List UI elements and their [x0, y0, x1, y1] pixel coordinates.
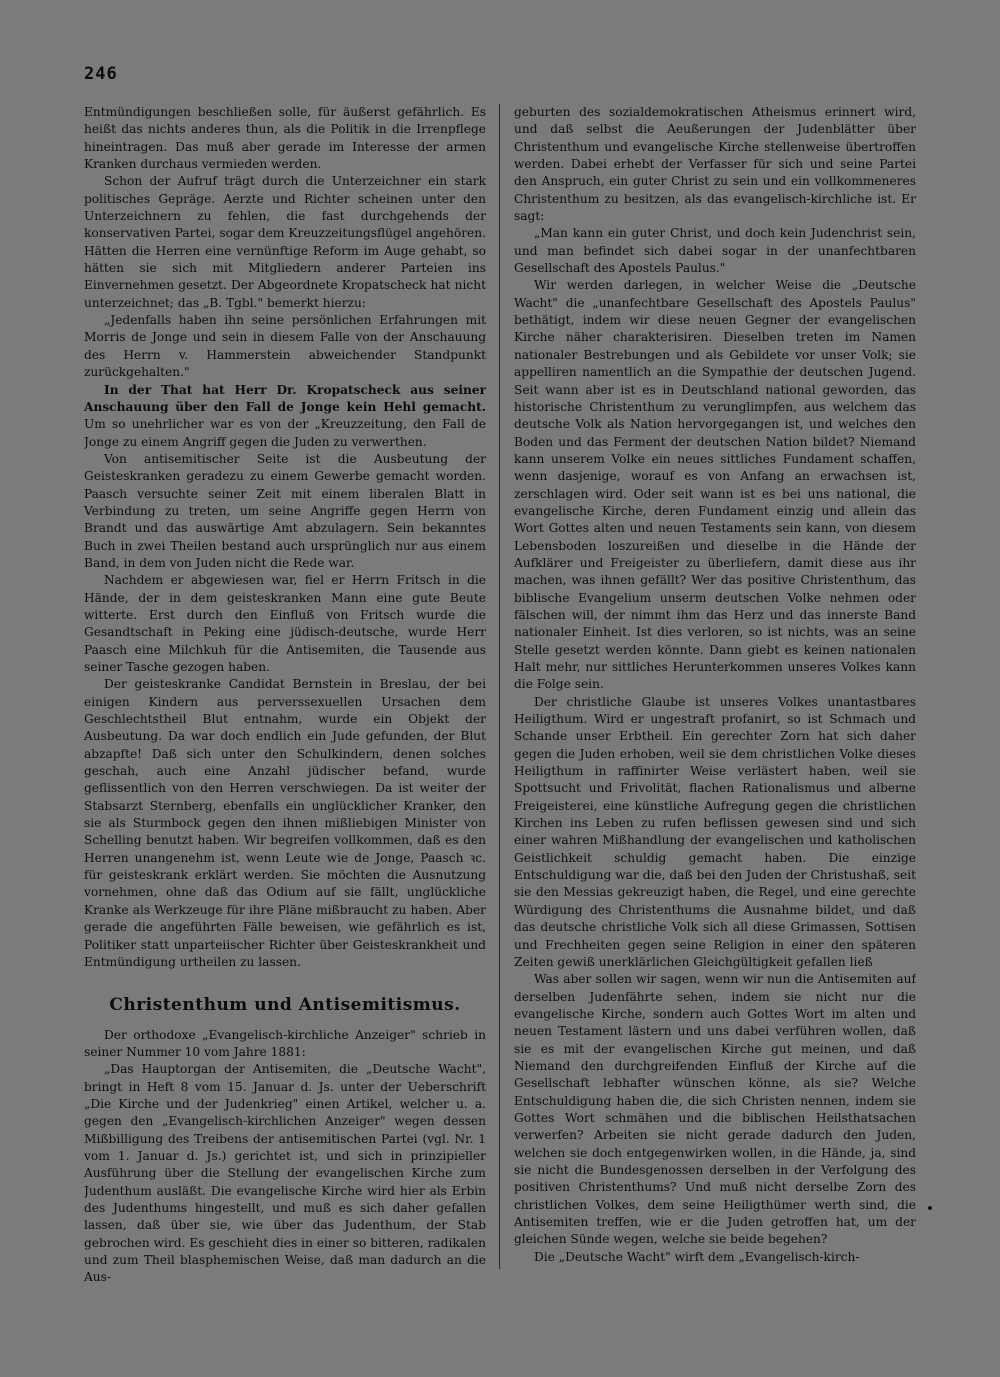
- paragraph: Der orthodoxe „Evangelisch-kirchliche Anzeiger" schrieb in seiner Nummer 10 vom Jahre 1881:: [84, 1027, 486, 1059]
- paragraph: Wir werden darlegen, in welcher Weise die „Deutsche Wacht" die „unanfechtbare Gesellschaft des Apostels Paulus" bethätigt, indem wir diese neuen Gegner der evangelischen Kirche näher charakterisiren. Dieselben treten im Namen nationaler Bestrebungen und als Gebildete vor unser Volk; sie appelliren namentlich an die Sympathie der deutschen Jugend. Seit wann aber ist es in Deutschland national geworden, das historische Christenthum zu verunglimpfen, aus welchem das deutsche Volk als Nation hervorgegangen ist, und welches den Boden und das Ferment der deutschen Nation bildet? Niemand kann unserem Volke ein neues sittliches Fundament schaffen, wenn dasjenige, worauf es von Anfang an erwachsen ist, zerschlagen wird. Oder seit wann ist es bei uns national, die evangelische Kirche, deren Fundament einzig und allein das Wort Gottes alten und neuen Testaments sein kann, von diesem Lebensboden loszureißen und dieselbe in die Hände der Aufklärer und Freigeister zu überliefern, damit diese aus ihr machen, was ihnen gefällt? Wer das positive Christenthum, das biblische Evangelium unserm deutschen Volke nehmen oder fälschen will, der nimmt ihm das Herz und das innerste Band nationaler Einheit. Ist dies verloren, so ist nichts, was an seine Stelle gesetzt werden könnte. Dann giebt es keinen nationalen Halt mehr, nur sittliches Herunterkommen unseres Volkes kann die Folge sein.: [514, 278, 916, 692]
- paragraph: Was aber sollen wir sagen, wenn wir nun die Antisemiten auf derselben Judenfährte sehen, indem sie nicht nur die evangelische Kirche, sondern auch Gottes Wort im alten und neuen Testament lästern und uns dabei verführen wollen, daß sie es mit der evangelischen Kirche gut meinen, und daß Niemand den durchgreifenden Einfluß der Kirche auf die Gesellschaft lebhafter wünschen könne, als sie? Welche Entschuldigung haben die, die sich Christen nennen, indem sie Gottes Wort schmähen und die biblischen Heilsthatsachen verwerfen? Arbeiten sie nicht gerade dadurch den Juden, welchen sie doch entgegenwirken wollen, in die Hände, ja, sind sie nicht die Bundesgenossen derselben in der Verfolgung des positiven Christenthums? Und muß nicht derselbe Zorn des christlichen Volkes, dem seine Heiligthümer werth sind, die Antisemiten treffen, wie er die Juden getroffen hat, um der gleichen Sünde wegen, welche sie beide begehen?: [514, 972, 916, 1247]
- quotation: „Das Hauptorgan der Antisemiten, die „Deutsche Wacht", bringt in Heft 8 vom 15. Januar d. Js. unter der Ueberschrift „Die Kirche und der Judenkrieg" einen Artikel, welcher u. a. gegen den „Evangelisch-kirchlichen Anzeiger" wegen dessen Mißbilligung des Treibens der antisemitischen Partei (vgl. Nr. 1 vom 1. Januar d. Js.) gerichtet ist, und sich in prinzipieller Ausführung über die Stellung der evangelischen Kirche zum Judenthum ausläßt. Die evangelische Kirche wird hier als Erbin des Judenthums hingestellt, und muß es sich daher gefallen lassen, daß über sie, wie über das Judenthum, der Stab gebrochen wird. Es geschieht dies in einer so bitteren, radikalen und zum Theil blasphemischen Weise, daß man dadurch an die Aus-: [84, 1062, 486, 1285]
- paragraph: Schon der Aufruf trägt durch die Unterzeichner ein stark politisches Gepräge. Aerzte und Richter scheinen unter den Unterzeichnern zu fehlen, die fast durchgehends der konservativen Partei, sogar dem Kreuzzeitungsflügel angehören. Hätten die Herren eine vernünftige Reform im Auge gehabt, so hätten sie sich mit Mitgliedern anderer Parteien ins Einvernehmen gesetzt. Der Abgeordnete Kropatscheck hat nicht unterzeichnet; das „B. Tgbl." bemerkt hierzu:: [84, 174, 486, 310]
- paragraph: Von antisemitischer Seite ist die Ausbeutung der Geisteskranken geradezu zu einem Gewerbe gemacht worden. Paasch versuchte seiner Zeit mit einem liberalen Blatt in Verbindung zu treten, um seine Angriffe gegen Herrn von Brandt und das auswärtige Amt abzulagern. Sein bekanntes Buch in zwei Theilen bestand auch ursprünglich nur aus einem Band, in dem von Juden nicht die Rede war.: [84, 451, 486, 570]
- emphasis-text: In der That hat Herr Dr. Kropatscheck aus seiner Anschauung über den Fall de Jonge kein Hehl gemacht.: [84, 382, 486, 414]
- page-number: 246: [84, 64, 118, 84]
- paragraph: Entmündigungen beschließen solle, für äußerst gefährlich. Es heißt das nichts anderes thun, als die Politik in die Irrenpflege hineintragen. Das muß aber gerade im Interesse der armen Kranken durchaus vermieden werden.: [84, 105, 486, 172]
- paragraph: [84, 382, 486, 451]
- quotation: „Jedenfalls haben ihn seine persönlichen Erfahrungen mit Morris de Jonge und sein in diesem Falle von der Anschauung des Herrn v. Hammerstein abweichender Standpunkt zurückgehalten.": [84, 313, 486, 380]
- section-heading: Christenthum und Antisemitismus.: [109, 995, 461, 1016]
- quotation: „Man kann ein guter Christ, und doch kein Judenchrist sein, und man befindet sich dabei sogar in der unanfechtbaren Gesellschaft des Apostels Paulus.": [514, 226, 916, 276]
- right-column: [514, 104, 916, 1354]
- paragraph-text: Um so unehrlicher war es von der „Kreuzzeitung, den Fall de Jonge zu einem Angriff gegen die Juden zu verwerthen.: [84, 417, 486, 449]
- paragraph: Nachdem er abgewiesen war, fiel er Herrn Fritsch in die Hände, der in dem geisteskranken Mann eine gute Beute witterte. Erst durch den Einfluß von Fritsch wurde die Gesandtschaft in Peking eine jüdisch-deutsche, wurde Herr Paasch eine Milchkuh für die Antisemiten, die Tausende aus seiner Tasche gezogen haben.: [84, 573, 486, 674]
- left-column: [84, 104, 486, 1354]
- paragraph: geburten des sozialdemokratischen Atheismus erinnert wird, und daß selbst die Aeußerungen der Judenblätter über Christenthum und evangelische Kirche stellenweise übertroffen werden. Dabei erhebt der Verfasser für sich und seine Partei den Anspruch, ein guter Christ zu sein und ein vollkommeneres Christenthum zu besitzen, als das evangelisch-kirchliche ist. Er sagt:: [514, 105, 916, 224]
- paragraph: Der geisteskranke Candidat Bernstein in Breslau, der bei einigen Kindern aus perverssexuellen Ursachen dem Geschlechtstheil Blut entnahm, wurde ein Objekt der Ausbeutung. Da war doch endlich ein Jude gefunden, der Blut abzapfte! Daß sich unter den Schulkindern, denen solches geschah, auch eine Anzahl jüdischer befand, wurde geflissentlich von den Herren verschwiegen. Da ist weiter der Stabsarzt Sternberg, ebenfalls ein unglücklicher Kranker, den sie als Sturmbock gegen den ihnen mißliebigen Minister von Schelling benutzt haben. Wir begreifen vollkommen, daß es den Herren unangenehm ist, wenn Leute wie de Jonge, Paasch ꝛc. für geisteskrank erklärt werden. Sie möchten die Ausnutzung vornehmen, ohne daß das Odium auf sie fällt, unglückliche Kranke als Werkzeuge für ihre Pläne mißbraucht zu haben. Aber gerade die angeführten Fälle beweisen, wie gefährlich es ist, Politiker statt unparteiischer Richter über Geisteskrankheit und Entmündigung urtheilen zu lassen.: [84, 677, 486, 969]
- paragraph: Die „Deutsche Wacht" wirft dem „Evangelisch-kirch-: [534, 1249, 860, 1264]
- paragraph: Der christliche Glaube ist unseres Volkes unantastbares Heiligthum. Wird er ungestraft profanirt, so ist Schmach und Schande unser Erbtheil. Ein gerechter Zorn hat sich daher gegen die Juden erhoben, weil sie dem christlichen Volke dieses Heiligthum in raffinirter Weise verlästert haben, weil sie Spottsucht und Frivolität, flachen Rationalismus und alberne Freigeisterei, eine künstliche Aufregung gegen die christlichen Kirchen ins Leben zu rufen beflissen gewesen sind und sich einer wahren Mißhandlung der evangelischen und katholischen Geistlichkeit schuldig gemacht haben. Die einzige Entschuldigung war die, daß bei den Juden der Christushaß, seit sie den Messias gekreuzigt haben, die Regel, und eine gerechte Würdigung des Christenthums die Ausnahme bildet, und daß das deutsche christliche Volk sich all diese Grimassen, Sottisen und Frechheiten gegen seine Religion in einer den späteren Zeiten gewiß unerklärlichen Gleichgültigkeit gefallen ließ: [514, 694, 916, 969]
- margin-mark: [928, 1206, 932, 1210]
- column-divider: [499, 104, 500, 1269]
